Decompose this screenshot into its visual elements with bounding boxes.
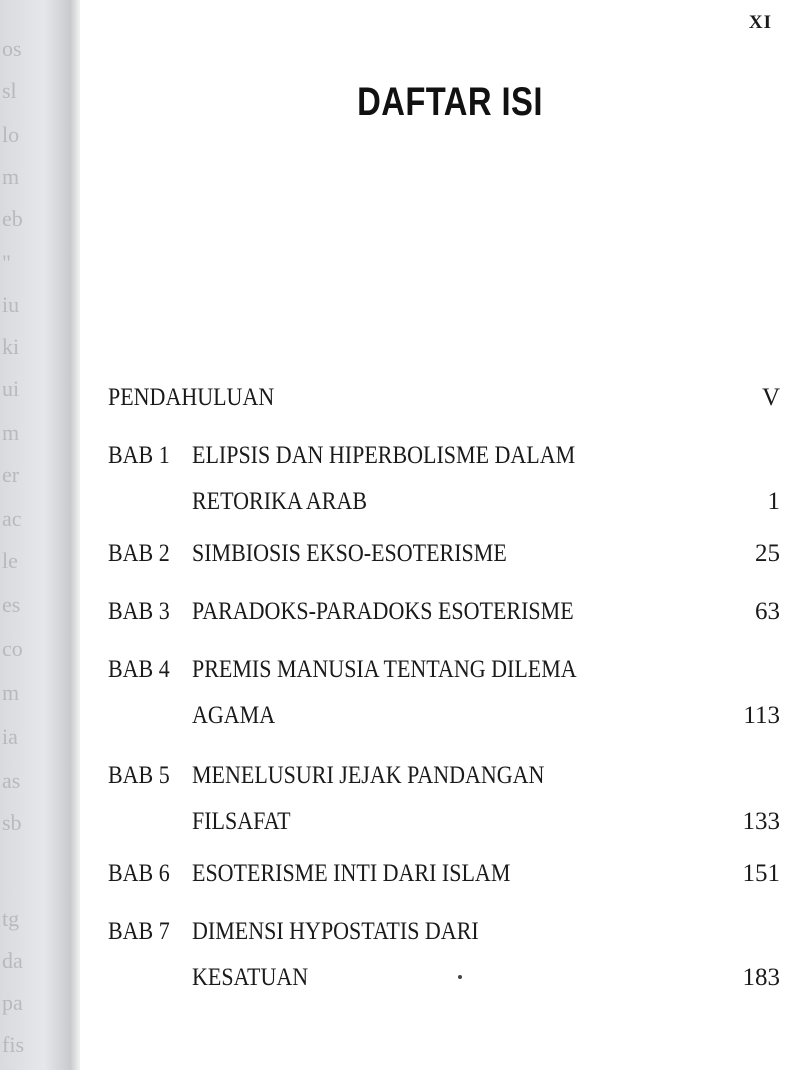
facing-page-edge: os sl lo m eb " iu ki ui m er ac le es co m ia as sb tg da pa fis bbox=[2, 36, 24, 1057]
toc-entry-bab-7 bbox=[108, 909, 780, 1005]
chapter-page: 133 bbox=[742, 808, 780, 835]
chapter-title: DIMENSI HYPOSTATIS DARI bbox=[192, 918, 479, 945]
chapter-number: BAB 6 bbox=[108, 860, 170, 887]
chapter-page: 151 bbox=[742, 860, 780, 887]
chapter-number: BAB 7 bbox=[108, 918, 170, 945]
chapter-title: MENELUSURI JEJAK PANDANGAN bbox=[192, 762, 545, 789]
chapter-number: BAB 4 bbox=[108, 656, 170, 683]
chapter-number: BAB 3 bbox=[108, 598, 170, 625]
toc-entry-bab-3 bbox=[108, 589, 780, 647]
chapter-title: PREMIS MANUSIA TENTANG DILEMA bbox=[192, 656, 577, 683]
ink-speck bbox=[458, 975, 462, 979]
toc-entry-bab-1 bbox=[108, 433, 780, 531]
chapter-number: BAB 2 bbox=[108, 540, 170, 567]
chapter-page: 183 bbox=[742, 964, 780, 991]
toc-entry-bab-4 bbox=[108, 647, 780, 747]
chapter-page: 1 bbox=[767, 488, 780, 515]
page-title: DAFTAR ISI bbox=[357, 80, 543, 124]
table-of-contents bbox=[108, 375, 780, 1005]
toc-entry-page: V bbox=[761, 384, 780, 411]
toc-entry-preface bbox=[108, 375, 780, 427]
chapter-page: 25 bbox=[755, 540, 780, 567]
chapter-page: 113 bbox=[743, 702, 780, 729]
chapter-title-continued: RETORIKA ARAB bbox=[192, 488, 368, 515]
chapter-number: BAB 5 bbox=[108, 762, 170, 789]
chapter-title: ESOTERISME INTI DARI ISLAM bbox=[192, 860, 511, 887]
chapter-title-continued: FILSAFAT bbox=[192, 808, 291, 835]
chapter-title: PARADOKS-PARADOKS ESOTERISME bbox=[192, 598, 574, 625]
toc-entry-bab-5 bbox=[108, 753, 780, 851]
chapter-title-continued: AGAMA bbox=[192, 702, 276, 729]
chapter-title-continued: KESATUAN bbox=[192, 964, 309, 991]
chapter-title: SIMBIOSIS EKSO-ESOTERISME bbox=[192, 540, 507, 567]
toc-entry-bab-6 bbox=[108, 851, 780, 909]
chapter-title: ELIPSIS DAN HIPERBOLISME DALAM bbox=[192, 442, 576, 469]
chapter-page: 63 bbox=[755, 598, 780, 625]
chapter-number: BAB 1 bbox=[108, 442, 170, 469]
page-number: XI bbox=[748, 12, 772, 33]
toc-entry-bab-2 bbox=[108, 531, 780, 589]
toc-entry-label: PENDAHULUAN bbox=[108, 384, 275, 411]
